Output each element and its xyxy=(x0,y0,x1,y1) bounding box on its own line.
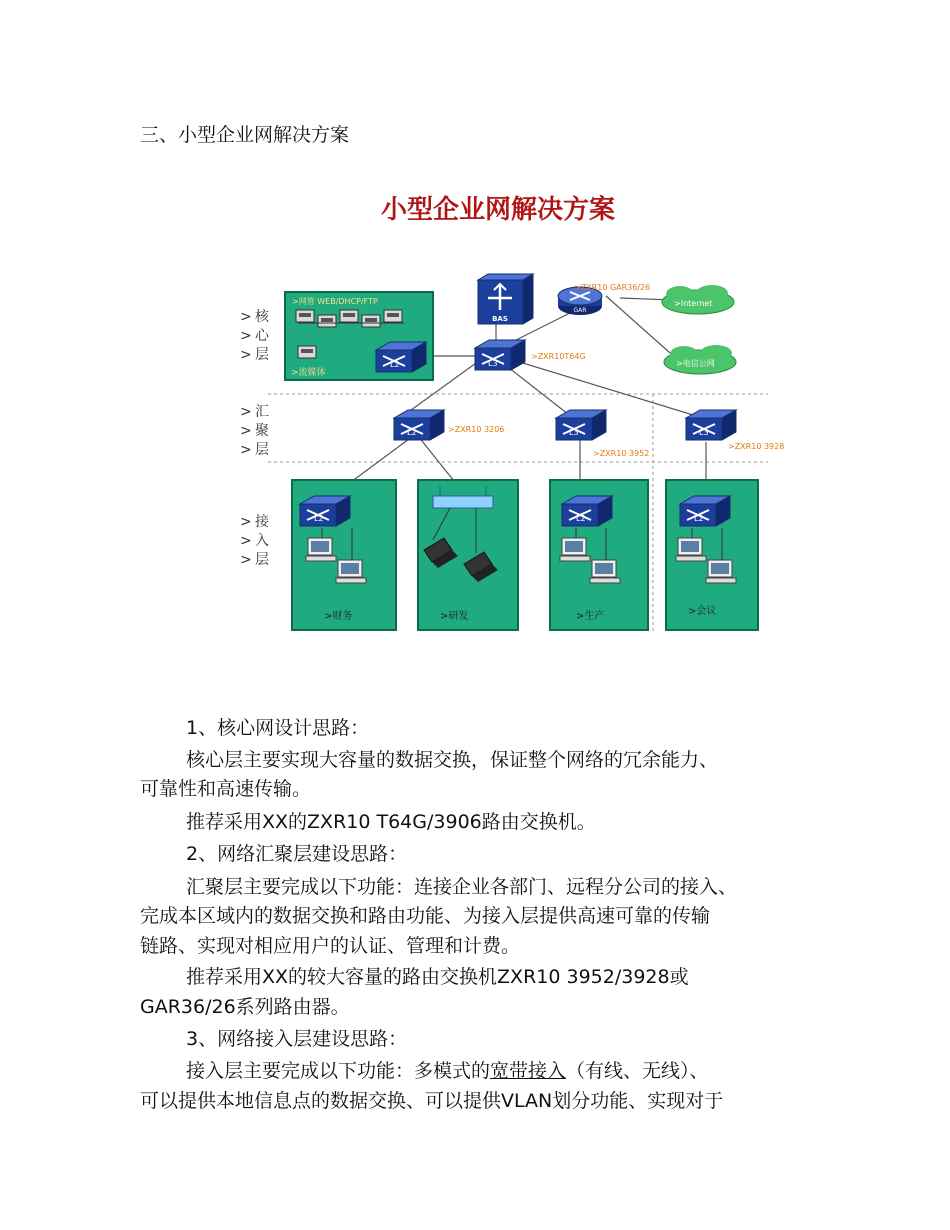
paragraph-access-line1-start: 接入层主要完成以下功能：多模式的 xyxy=(186,1060,491,1082)
pc-icon xyxy=(336,560,366,583)
agg-switch-3206-icon xyxy=(394,410,444,440)
paragraph-agg-recommend-line1: 推荐采用XX的较大容量的路由交换机ZXR10 3952/3928或 xyxy=(186,966,689,988)
streaming-server-icon xyxy=(298,346,316,358)
svg-text:L2: L2 xyxy=(694,514,704,523)
pc-icon xyxy=(676,538,706,561)
agg-switch-3206-label: >ZXR10 3206 xyxy=(448,425,505,434)
heading-access-design: 3、网络接入层建设思路： xyxy=(186,1028,408,1050)
svg-text:>: > xyxy=(240,533,252,549)
core-l3-tag: L3 xyxy=(488,359,498,368)
section-heading: 三、小型企业网解决方案 xyxy=(140,124,350,146)
paragraph-access-line1 xyxy=(186,1057,709,1085)
svg-text:层: 层 xyxy=(255,552,269,568)
core-l2-switch-icon xyxy=(376,342,426,372)
svg-text:>: > xyxy=(240,309,252,325)
agg-switch-3928-tag: L3 xyxy=(699,428,709,437)
svg-text:>: > xyxy=(240,347,252,363)
svg-text:层: 层 xyxy=(255,347,269,363)
gar-device-tag: GAR xyxy=(573,307,587,314)
svg-text:汇: 汇 xyxy=(255,404,269,420)
svg-text:L2: L2 xyxy=(314,514,324,523)
core-l3-switch-icon xyxy=(475,340,525,370)
paragraph-core-line2: 可靠性和高速传输。 xyxy=(140,778,312,800)
access-switch-icon xyxy=(300,496,350,526)
svg-text:>: > xyxy=(240,404,252,420)
access-switch-icon xyxy=(562,496,612,526)
pc-icon xyxy=(706,560,736,583)
heading-core-design: 1、核心网设计思路： xyxy=(186,717,370,739)
internet-label: >Internet xyxy=(674,299,713,308)
svg-text:>: > xyxy=(240,423,252,439)
server-icon xyxy=(362,315,380,327)
dept-box-meeting xyxy=(666,480,758,630)
paragraph-agg-line3: 链路、实现对相应用户的认证、管理和计费。 xyxy=(140,935,521,957)
agg-switch-3206-tag: L2 xyxy=(407,428,417,437)
pc-icon xyxy=(306,538,336,561)
agg-switch-3928-label: >ZXR10 3928 xyxy=(728,442,785,451)
aggregation-layer-label xyxy=(240,404,269,458)
svg-text:心: 心 xyxy=(255,328,269,344)
dept-label-rd: >研发 xyxy=(440,611,469,622)
svg-text:接: 接 xyxy=(255,514,269,530)
paragraph-agg-recommend-line2: GAR36/26系列路由器。 xyxy=(140,996,350,1018)
svg-text:入: 入 xyxy=(255,533,269,549)
dept-box-finance xyxy=(292,480,396,630)
dept-label-production: >生产 xyxy=(576,611,605,622)
broadband-access-link[interactable]: 宽带接入 xyxy=(490,1060,567,1082)
dept-label-finance: >财务 xyxy=(324,611,353,622)
agg-switch-3928-icon xyxy=(686,410,736,440)
paragraph-core-recommend: 推荐采用XX的ZXR10 T64G/3906路由交换机。 xyxy=(186,811,596,833)
svg-text:>: > xyxy=(240,442,252,458)
access-layer-label xyxy=(240,513,270,568)
dept-label-meeting: >会议 xyxy=(688,606,717,617)
server-icon xyxy=(296,310,314,322)
agg-switch-3952-label: >ZXR10 3952 xyxy=(593,449,650,458)
svg-text:>: > xyxy=(240,514,252,530)
access-switch-icon xyxy=(680,496,730,526)
core-servers-label: >网管 WEB/DHCP/FTP xyxy=(292,297,378,306)
agg-switch-3952-tag: L3 xyxy=(569,428,579,437)
bas-label: BAS xyxy=(492,315,508,323)
paragraph-agg-line2: 完成本区域内的数据交换和路由功能、为接入层提供高速可靠的传输 xyxy=(140,905,711,927)
heading-aggregation-design: 2、网络汇聚层建设思路： xyxy=(186,843,408,865)
agg-switch-3952-icon xyxy=(556,410,606,440)
svg-text:层: 层 xyxy=(255,442,269,458)
core-l2-tag: L2 xyxy=(390,360,400,369)
svg-text:>: > xyxy=(240,328,252,344)
wireless-ap-icon xyxy=(433,496,493,508)
svg-text:聚: 聚 xyxy=(255,423,269,439)
svg-text:>: > xyxy=(240,552,252,568)
streaming-label: >流媒体 xyxy=(291,368,326,378)
dept-box-production xyxy=(550,480,648,630)
network-diagram xyxy=(228,178,785,648)
pc-icon xyxy=(560,538,590,561)
server-icon xyxy=(340,310,358,322)
gar-label: >ZXR10 GAR36/26 xyxy=(574,283,651,292)
svg-text:L2: L2 xyxy=(576,514,586,523)
paragraph-core-line1: 核心层主要实现大容量的数据交换，保证整个网络的冗余能力、 xyxy=(186,749,719,771)
dept-box-rd xyxy=(418,480,518,630)
paragraph-access-line2: 可以提供本地信息点的数据交换、可以提供VLAN划分功能、实现对于 xyxy=(140,1090,724,1112)
server-icon xyxy=(384,310,402,322)
diagram-title: 小型企业网解决方案 xyxy=(380,195,616,225)
core-layer-label xyxy=(240,308,270,363)
paragraph-agg-line1: 汇聚层主要完成以下功能：连接企业各部门、远程分公司的接入、 xyxy=(186,876,738,898)
server-icon xyxy=(318,315,336,327)
svg-text:核: 核 xyxy=(255,309,269,325)
pstn-label: >电信公网 xyxy=(676,359,715,368)
pc-icon xyxy=(590,560,620,583)
core-switch-label: >ZXR10T64G xyxy=(531,352,586,361)
paragraph-access-line1-end: （有线、无线）、 xyxy=(566,1060,709,1082)
